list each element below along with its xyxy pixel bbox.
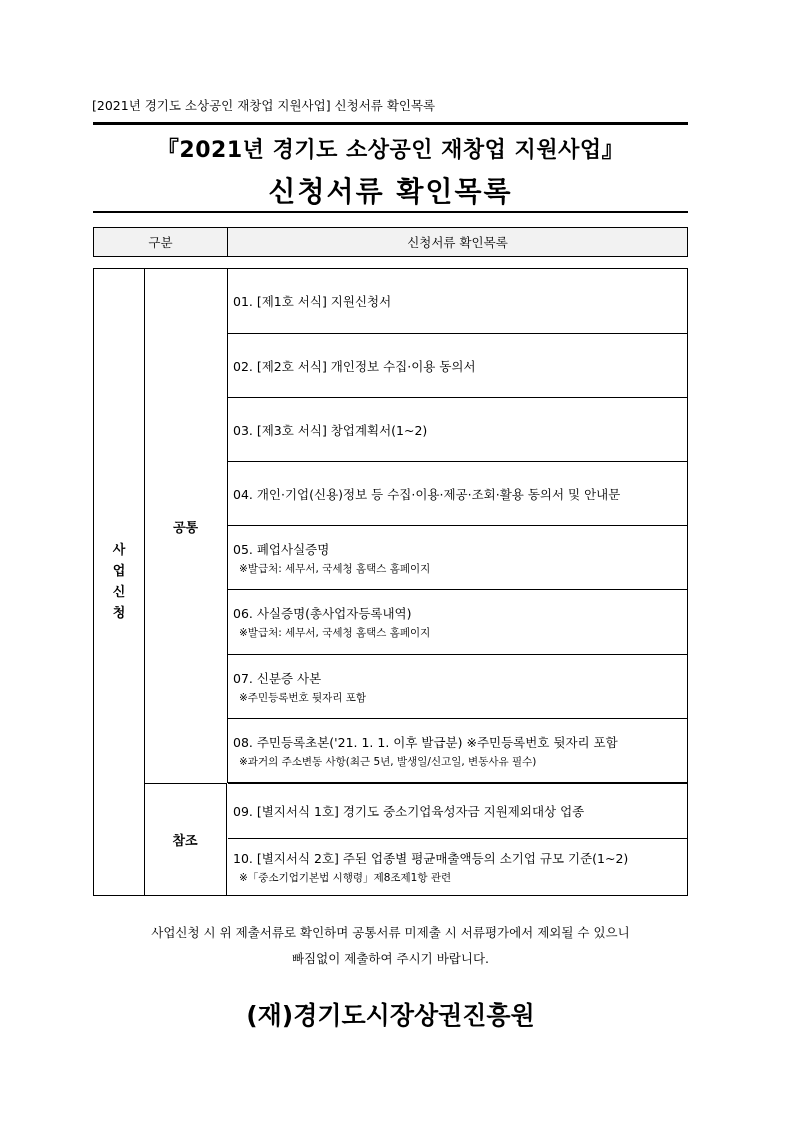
category-main-label — [113, 540, 126, 624]
group-common-cell: 공통 — [144, 269, 228, 783]
top-rule — [93, 122, 688, 125]
item-text: 03. [제3호 서식] 창업계획서(1~2) — [233, 422, 428, 438]
category-char: 청 — [112, 606, 126, 621]
item-note: ※발급처: 세무서, 국세청 홈택스 홈페이지 — [239, 562, 431, 575]
table-row — [228, 783, 687, 839]
table-row — [228, 719, 687, 783]
item-note: ※과거의 주소변동 사항(최근 5년, 발생일/신고일, 변동사유 필수) — [239, 755, 537, 768]
item-text: 09. [별지서식 1호] 경기도 중소기업육성자금 지원제외대상 업종 — [233, 804, 585, 819]
document-subtitle: 신청서류 확인목록 — [268, 175, 513, 208]
item-note: ※주민등록번호 뒷자리 포함 — [239, 691, 367, 704]
table-row — [228, 462, 687, 526]
document-checklist-table — [93, 268, 688, 896]
table-row — [228, 655, 687, 719]
table-row — [228, 526, 687, 590]
item-text: 07. 신분증 사본 — [233, 670, 322, 686]
document-title: 『2021년 경기도 소상공인 재창업 지원사업』 — [156, 138, 625, 163]
item-text: 08. 주민등록초본('21. 1. 1. 이후 발급분) ※주민등록번호 뒷자리 포함 — [233, 734, 618, 750]
item-text: 02. [제2호 서식] 개인정보 수집·이용 동의서 — [233, 358, 476, 374]
item-note: ※발급처: 세무서, 국세청 홈택스 홈페이지 — [239, 627, 431, 639]
item-text: 05. 폐업사실증명 — [233, 541, 330, 557]
table-row — [228, 334, 687, 398]
header-category: 구분 — [94, 228, 228, 256]
item-text: 04. 개인·기업(신용)정보 등 수집·이용·제공·조회·활용 동의서 및 안내문 — [233, 486, 621, 502]
header-documents: 신청서류 확인목록 — [407, 235, 508, 250]
group-reference-cell: 참조 — [144, 783, 227, 895]
table-row — [228, 839, 687, 895]
organization-name: (재)경기도시장상권진흥원 — [246, 1001, 535, 1030]
category-main-cell — [94, 269, 145, 895]
table-row — [228, 398, 687, 462]
footer-line-2: 빠짐없이 제출하여 주시기 바랍니다. — [291, 951, 490, 966]
item-text: 06. 사실증명(총사업자등록내역) — [233, 606, 412, 621]
item-note: ※「중소기업기본법 시행령」제8조제1항 관련 — [239, 872, 452, 884]
table-header — [93, 227, 688, 257]
table-row — [228, 590, 687, 655]
category-char: 업 — [112, 564, 126, 579]
footer-notice — [93, 920, 688, 972]
header-line: [2021년 경기도 소상공인 재창업 지원사업] 신청서류 확인목록 — [92, 98, 436, 113]
item-text: 01. [제1호 서식] 지원신청서 — [233, 294, 392, 309]
title-rule — [93, 211, 688, 213]
item-text: 10. [별지서식 2호] 주된 업종별 평균매출액등의 소기업 규모 기준(1~2) — [233, 851, 629, 866]
footer-line-1: 사업신청 시 위 제출서류로 확인하며 공통서류 미제출 시 서류평가에서 제외될 수 있으니 — [151, 925, 630, 940]
table-row — [228, 269, 687, 334]
category-char: 신 — [112, 585, 126, 600]
category-char: 사 — [112, 543, 126, 558]
